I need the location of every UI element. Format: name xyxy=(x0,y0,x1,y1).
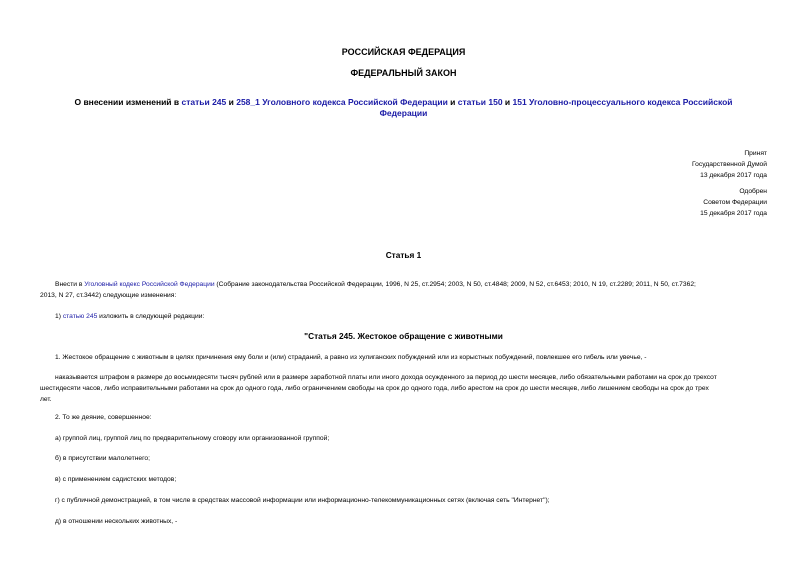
link-article-150[interactable]: статьи 150 xyxy=(457,97,503,107)
penalty-line-2: шестидесяти часов, либо исправительными работами на срок до одного года, либо ограничением свободы на срок до одного года, либо арестом на срок до шести месяцев, либо лишением свободы на срок до трех xyxy=(40,385,709,392)
adopted-body: Государственной Думой xyxy=(692,161,767,168)
intro-text: (Собрание законодательства Российской Федерации, 1996, N 25, ст.2954; 2003, N 50, ст.4848; 2009, N 52, ст.6453; 2010, N 19, ст.2289; 2011, N 50, ст.7362; xyxy=(214,281,696,288)
law-type-heading: ФЕДЕРАЛЬНЫЙ ЗАКОН xyxy=(350,68,457,78)
link-article-151[interactable]: 151 Уголовно-процессуального кодекса Российской xyxy=(512,97,733,107)
link-article-258-1[interactable]: 258_1 Уголовного кодекса Российской Федерации xyxy=(236,97,448,107)
item-1 xyxy=(40,311,770,322)
title-text: О внесении изменений в xyxy=(74,97,182,107)
article-245-heading: "Статья 245. Жестокое обращение с животными xyxy=(304,331,503,341)
paragraph-penalty xyxy=(40,372,770,405)
penalty-line-3: лет. xyxy=(40,396,52,403)
link-article-245[interactable]: статьи 245 xyxy=(181,97,227,107)
subparagraph-d: г) с публичной демонстрацией, в том числе в средствах массовой информации или информационно-телекоммуникационных сетях (включая сеть "Интернет"); xyxy=(55,497,550,504)
item-1-text: 1) xyxy=(55,313,63,320)
paragraph-2: 2. То же деяние, совершенное: xyxy=(55,414,152,421)
penalty-line-1: наказывается штрафом в размере до восьмидесяти тысяч рублей или в размере заработной платы или иного дохода осужденного за период до шести месяцев, либо обязательными работами на срок до трехсот xyxy=(55,374,717,381)
item-1-text: изложить в следующей редакции: xyxy=(97,313,205,320)
title-text: и xyxy=(502,97,513,107)
approved-block xyxy=(700,186,767,219)
intro-line2: 2013, N 27, ст.3442) следующие изменения: xyxy=(40,292,177,299)
subparagraph-e: д) в отношении нескольких животных, - xyxy=(55,518,178,525)
intro-text: Внести в xyxy=(55,281,85,288)
subparagraph-a: а) группой лиц, группой лиц по предварительному сговору или организованной группой; xyxy=(55,435,330,442)
law-title xyxy=(0,97,807,107)
adopted-block xyxy=(692,148,767,181)
link-article-151-cont[interactable]: Федерации xyxy=(379,108,428,118)
law-title-line2 xyxy=(0,108,807,118)
article-1-heading: Статья 1 xyxy=(385,250,422,260)
paragraph-1: 1. Жестокое обращение с животным в целях причинения ему боли и (или) страданий, а равно из хулиганских побуждений или из корыстных побуждений, повлекшее его гибель или увечье, - xyxy=(55,354,647,361)
approved-date: 15 декабря 2017 года xyxy=(700,210,767,217)
link-criminal-code[interactable]: Уголовный кодекс Российской Федерации xyxy=(84,281,215,288)
adopted-label: Принят xyxy=(744,150,767,157)
title-text: и xyxy=(447,97,458,107)
subparagraph-b: б) в присутствии малолетнего; xyxy=(55,455,150,462)
title-text: и xyxy=(226,97,237,107)
link-article-245-item[interactable]: статью 245 xyxy=(62,313,98,320)
article-1-intro xyxy=(40,279,770,301)
approved-label: Одобрен xyxy=(739,188,767,195)
adopted-date: 13 декабря 2017 года xyxy=(700,172,767,179)
federation-heading: РОССИЙСКАЯ ФЕДЕРАЦИЯ xyxy=(341,47,466,57)
subparagraph-c: в) с применением садистских методов; xyxy=(55,476,177,483)
approved-body: Советом Федерации xyxy=(703,199,767,206)
